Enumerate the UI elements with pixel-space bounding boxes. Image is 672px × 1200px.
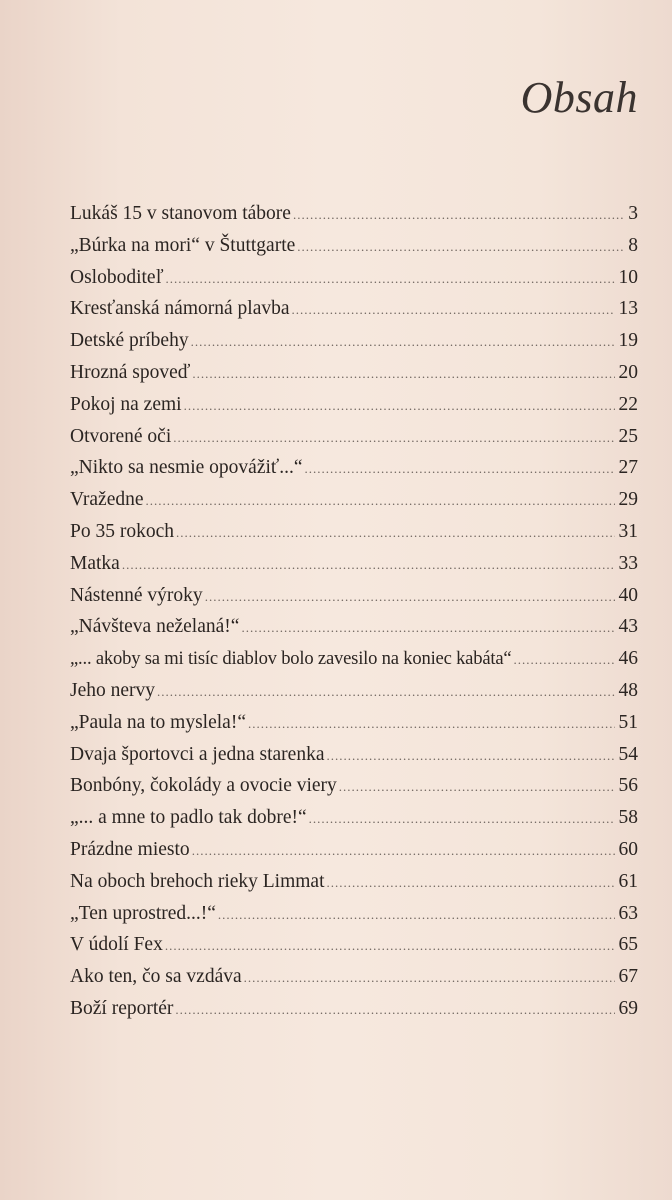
toc-entry [70,802,638,834]
page-title: Obsah [520,73,638,122]
toc-leader-dots [166,263,615,295]
toc-leader-dots [192,358,614,390]
toc-entry-title: Kresťanská námorná plavba [70,298,290,320]
toc-entry [70,325,638,357]
toc-entry-title: „Ten uprostred...!“ [70,902,216,924]
toc-entry [70,389,638,421]
toc-entry [70,230,638,262]
toc-entry-page: 65 [618,934,638,956]
toc-entry-title: „... a mne to padlo tak dobre!“ [70,807,307,829]
toc-entry-title: Pokoj na zemi [70,393,182,415]
toc-leader-dots [165,930,615,962]
toc-entry-page: 56 [618,775,638,797]
toc-entry [70,484,638,516]
toc-entry-title: „... akoby sa mi tisíc diablov bolo zavesilo na koniec kabáta“ [70,648,512,670]
toc-entry [70,293,638,325]
toc-entry-page: 40 [618,584,638,606]
toc-entry-title: Lukáš 15 v stanovom tábore [70,203,291,224]
toc-leader-dots [157,676,614,708]
toc-entry-page: 8 [628,234,638,256]
toc-leader-dots [184,390,615,422]
toc-entry-title: Po 35 rokoch [70,520,174,542]
toc-entry-title: „Búrka na mori“ v Štuttgarte [70,234,296,256]
toc-leader-dots [297,231,624,263]
toc-entry [70,611,638,643]
toc-leader-dots [292,294,615,326]
toc-entry-title: Bonbóny, čokolády a ovocie viery [70,775,337,797]
toc-entry-title: „Nikto sa nesmie opovážiť...“ [70,457,303,479]
toc-entry [70,548,638,580]
toc-entry-page: 20 [618,361,638,383]
toc-leader-dots [248,708,615,740]
toc-entry [70,580,638,612]
toc-entry-title: Dvaja športovci a jedna starenka [70,743,325,765]
toc-entry [70,866,638,898]
toc-entry [70,739,638,771]
toc-entry-title: Osloboditeľ [70,266,164,288]
toc-leader-dots [146,485,615,517]
toc-leader-dots [327,867,615,899]
toc-entry-page: 10 [618,266,638,288]
toc-entry [70,929,638,961]
toc-entry [70,198,638,230]
toc-entry [70,834,638,866]
toc-leader-dots [192,835,615,867]
toc-entry [70,770,638,802]
toc-leader-dots [339,771,615,803]
toc-entry-title: Hrozná spoveď [70,361,191,383]
toc-entry-page: 22 [618,393,638,415]
toc-entry-title: Jeho nervy [70,679,156,701]
toc-leader-dots [244,962,615,994]
toc-entry-page: 3 [628,203,638,224]
toc-leader-dots [191,326,615,358]
toc-entry-title: Otvorené oči [70,425,172,447]
toc-entry [70,675,638,707]
toc-entry-page: 51 [618,711,638,733]
toc-entry [70,993,638,1025]
toc-entry-page: 13 [618,298,638,320]
toc-leader-dots [175,994,614,1026]
toc-entry [70,452,638,484]
toc-leader-dots [293,199,624,231]
toc-entry-title: Na oboch brehoch rieky Limmat [70,870,325,892]
toc-entry-page: 31 [618,520,638,542]
toc-entry [70,643,638,675]
toc-entry-title: Nástenné výroky [70,584,203,606]
toc-entry [70,961,638,993]
toc-leader-dots [205,581,615,613]
toc-entry-page: 25 [618,425,638,447]
toc-entry-page: 61 [618,870,638,892]
toc-entry-title: „Paula na to myslela!“ [70,711,246,733]
toc-entry-page: 60 [618,838,638,860]
toc-entry-title: Detské príbehy [70,330,189,352]
toc-leader-dots [513,644,614,676]
toc-entry [70,357,638,389]
toc-entry-title: Vražedne [70,489,144,511]
toc-entry-title: Ako ten, čo sa vzdáva [70,966,242,988]
toc-entry [70,516,638,548]
toc-entry-title: Matka [70,552,120,574]
toc-entry [70,707,638,739]
table-of-contents [70,198,638,1025]
toc-leader-dots [176,517,615,549]
toc-leader-dots [241,612,614,644]
toc-entry-page: 33 [618,552,638,574]
toc-entry-page: 48 [618,679,638,701]
toc-leader-dots [309,803,615,835]
toc-leader-dots [305,453,615,485]
toc-entry-page: 63 [618,902,638,924]
toc-entry-page: 54 [618,743,638,765]
toc-entry [70,421,638,453]
toc-entry-page: 46 [618,648,638,670]
toc-entry [70,262,638,294]
toc-entry-page: 69 [618,997,638,1019]
toc-leader-dots [173,422,614,454]
toc-leader-dots [326,740,614,772]
toc-entry-page: 58 [618,807,638,829]
toc-entry-page: 67 [618,966,638,988]
toc-entry-page: 19 [618,330,638,352]
toc-entry-page: 29 [618,489,638,511]
toc-entry-title: V údolí Fex [70,934,163,956]
toc-entry-title: Prázdne miesto [70,838,190,860]
toc-entry-page: 43 [618,616,638,638]
toc-entry-title: Boží reportér [70,997,174,1019]
toc-leader-dots [122,549,615,581]
toc-entry-title: „Návšteva neželaná!“ [70,616,240,638]
toc-entry-page: 27 [618,457,638,479]
toc-leader-dots [218,899,615,931]
toc-entry [70,898,638,930]
